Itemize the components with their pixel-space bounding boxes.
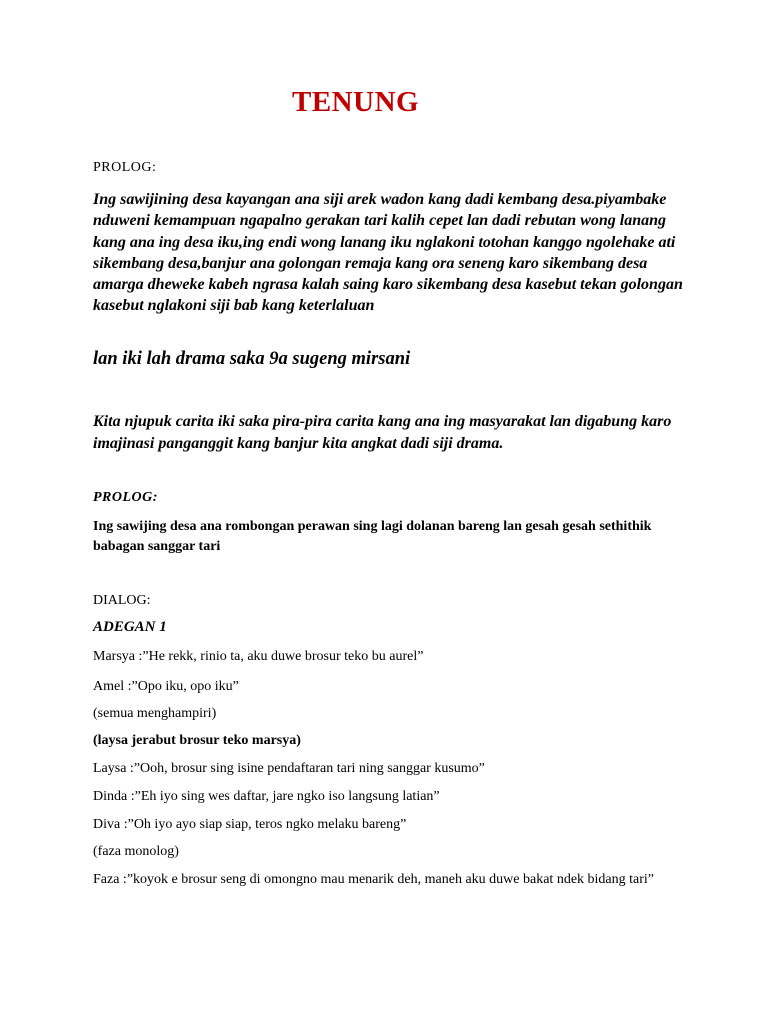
dialog-line: Diva :”Oh iyo ayo siap siap, teros ngko melaku bareng” (93, 817, 407, 832)
prolog2-paragraph: Ing sawijing desa ana rombongan perawan sing lagi dolanan bareng lan gesah gesah sethithik babagan sanggar tari (93, 519, 652, 554)
stage-direction: (laysa jerabut brosur teko marsya) (93, 733, 301, 748)
dialog-line: Faza :”koyok e brosur seng di omongno mau menarik deh, maneh aku duwe bakat ndek bidang tari” (93, 872, 655, 887)
scene-label: ADEGAN 1 (93, 619, 167, 635)
source-paragraph: Kita njupuk carita iki saka pira-pira carita kang ana ing masyarakat lan digabung karo imajinasi panganggit kang banjur kita angkat dadi siji drama. (93, 413, 672, 452)
dialog-line: Marsya :”He rekk, rinio ta, aku duwe brosur teko bu aurel” (93, 649, 424, 664)
prolog2-label: PROLOG: (93, 490, 158, 505)
prolog-paragraph: Ing sawijining desa kayangan ana siji arek wadon kang dadi kembang desa.piyambake nduweni kemampuan ngapalno gerakan tari kalih cepet lan dadi rebutan wong lanang kang ana ing desa iku,ing endi wong lanang iku nglakoni totohan kanggo ngolehake ati sikembang desa,banjur ana golongan remaja kang ora seneng karo sikembang desa amarga dheweke kabeh ngrasa kalah saing karo sikembang desa kasebut tekan golongan kasebut nglakoni siji bab kang keterlaluan (93, 191, 683, 315)
prolog-label: PROLOG: (93, 160, 157, 175)
dialog-label: DIALOG: (93, 593, 151, 608)
stage-direction: (semua menghampiri) (93, 706, 217, 721)
dialog-line: Amel :”Opo iku, opo iku” (93, 679, 239, 694)
stage-direction: (faza monolog) (93, 844, 179, 859)
intro-line: lan iki lah drama saka 9a sugeng mirsani (93, 349, 411, 369)
dialog-line: Dinda :”Eh iyo sing wes daftar, jare ngko iso langsung latian” (93, 789, 440, 804)
document-title: TENUNG (292, 86, 420, 118)
dialog-line: Laysa :”Ooh, brosur sing isine pendaftaran tari ning sanggar kusumo” (93, 761, 485, 776)
